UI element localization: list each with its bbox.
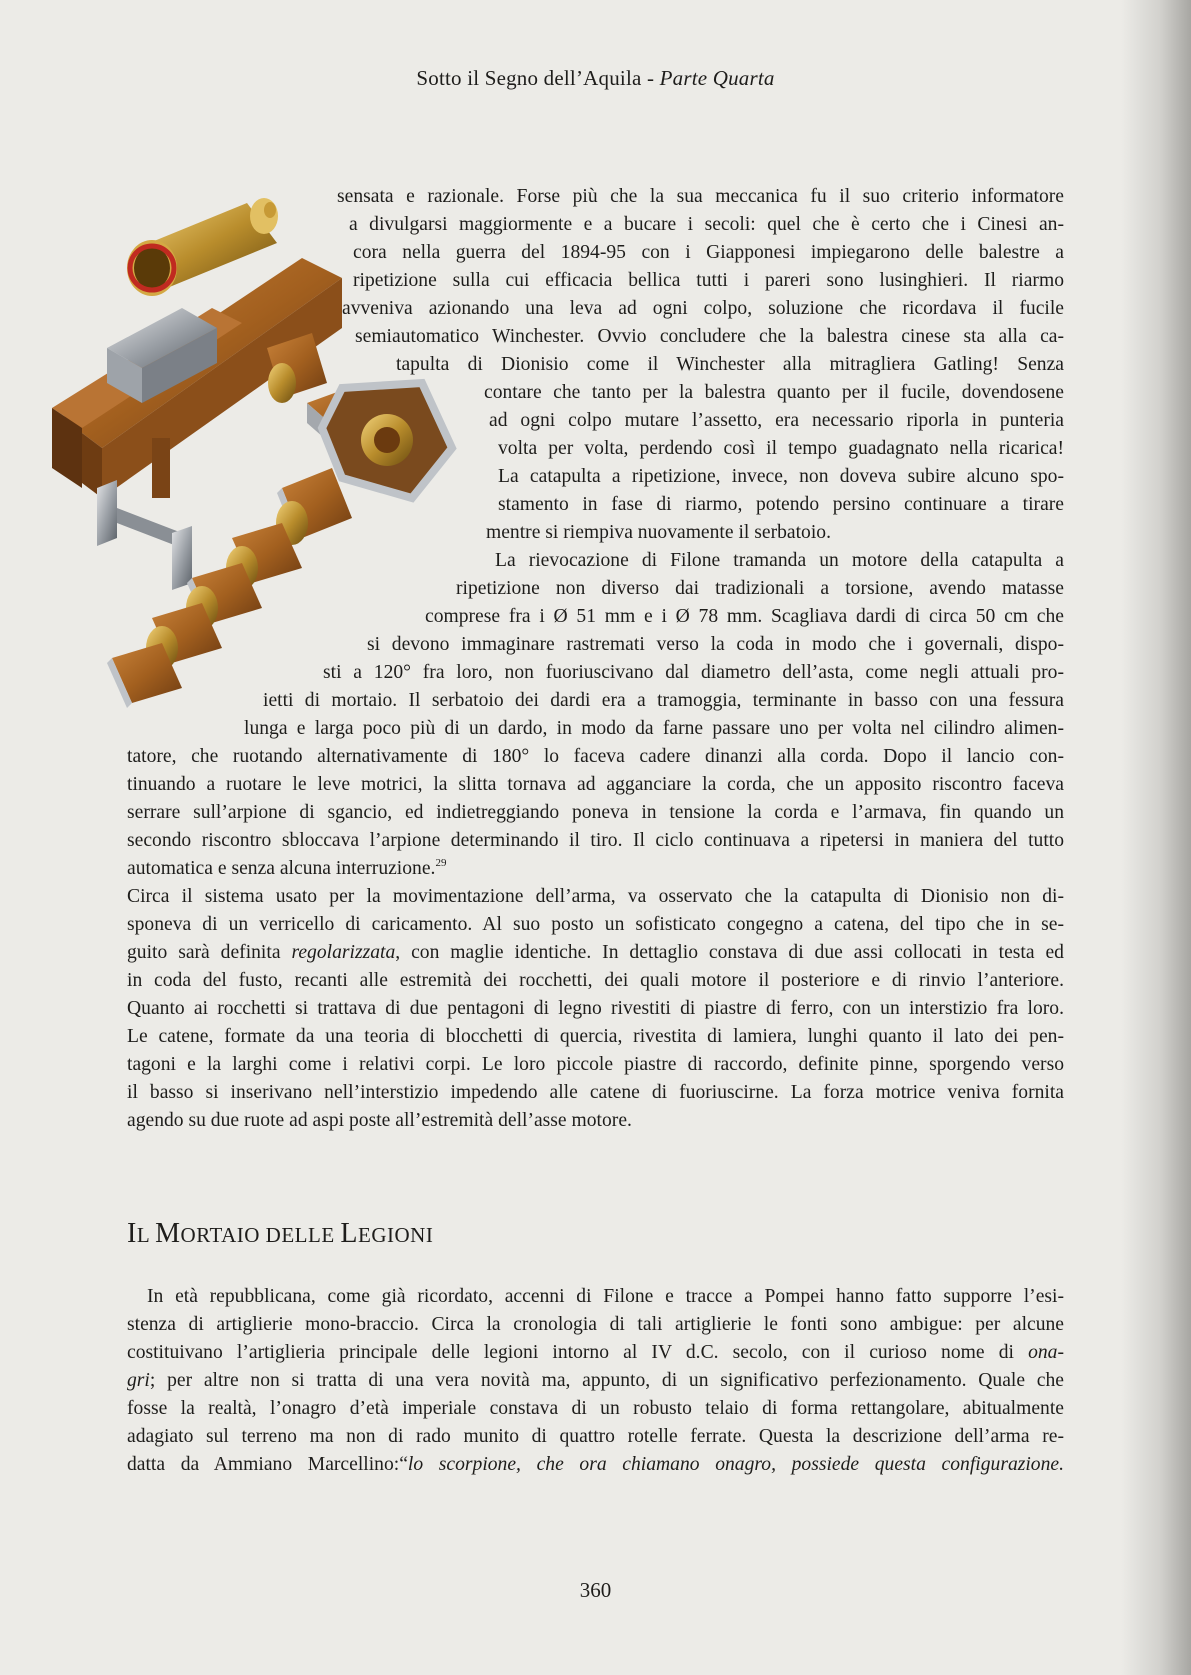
title-initial: I: [127, 1218, 137, 1249]
text-line: fosse la realtà, l’onagro d’età imperiale constava di un robusto telaio di forma rettangolare, abitualmente: [127, 1398, 1064, 1419]
text-line: ietti di mortaio. Il serbatoio dei dardi era a tramoggia, terminante in basso con una fessura: [263, 690, 1064, 711]
text-line: lunga e larga poco più di un dardo, in modo da farne passare uno per volta nel cilindro alimen-: [244, 718, 1064, 739]
text-line: stenza di artiglierie mono-braccio. Circa la cronologia di tali artiglierie le fonti sono ambigue: per alcune: [127, 1314, 1064, 1335]
text-line: volta per volta, perdendo così il tempo guadagnato nella ricarica!: [498, 438, 1064, 459]
text-line: sponeva di un verricello di caricamento. Al suo posto un sofisticato congegno a catena, del tipo che in se-: [127, 914, 1064, 935]
section-title: [127, 1218, 433, 1250]
italic-term: ona-: [1028, 1342, 1064, 1363]
text-line: in coda del fusto, recanti alle estremità dei rocchetti, dei quali motore il posteriore e di rinvio l’anteriore.: [127, 970, 1064, 991]
header-separator: -: [646, 66, 655, 90]
text-line: contare che tanto per la balestra quanto per il fucile, dovendosene: [484, 382, 1064, 403]
text-span: datta da Ammiano Marcellino:“: [127, 1454, 408, 1475]
text-line: [127, 1451, 1064, 1479]
italic-term: gri: [127, 1370, 150, 1391]
text-line: Quanto ai rocchetti si trattava di due pentagoni di legno rivestiti di piastre di ferro, con un interstizio fra loro.: [127, 998, 1064, 1019]
text-line: comprese fra i Ø 51 mm e i Ø 78 mm. Scagliava dardi di circa 50 cm che: [425, 606, 1064, 627]
text-line: tagoni e la larghi come i relativi corpi. Le loro piccole piastre di raccordo, definite pinne, sporgendo verso: [127, 1054, 1064, 1075]
text-span: guito sarà definita: [127, 942, 292, 963]
text-line: ripetizione sulla cui efficacia bellica tutti i pareri sono lusinghieri. Il riarmo: [353, 270, 1064, 291]
title-initial: M: [155, 1218, 181, 1249]
text-span: automatica e senza alcuna interruzione.: [127, 858, 436, 879]
text-line: In età repubblicana, come già ricordato, accenni di Filone e tracce a Pompei hanno fatto supporre l’esi-: [147, 1286, 1064, 1307]
text-line: tapulta di Dionisio come il Winchester alla mitragliera Gatling! Senza: [396, 354, 1064, 375]
quote-italic: lo scorpione, che ora chiamano onagro, possiede questa configurazione.: [407, 1454, 1064, 1475]
text-line: mentre si riempiva nuovamente il serbatoio.: [486, 522, 831, 543]
text-line: [127, 855, 446, 883]
text-line: tatore, che ruotando alternativamente di 180° lo faceva cadere dinanzi alla corda. Dopo il lancio con-: [127, 746, 1064, 767]
text-line: adagiato sul terreno ma non di rado munito di quattro rotelle ferrate. Questa la descrizione dell’arma re-: [127, 1426, 1064, 1447]
text-line: Le catene, formate da una teoria di blocchetti di quercia, rivestita di lamiera, lunghi quanto il lato dei pen-: [127, 1026, 1064, 1047]
text-line: stamento in fase di riarmo, potendo persino continuare a tirare: [498, 494, 1064, 515]
text-line: [127, 1339, 1064, 1367]
title-smallcaps: EGIONI: [358, 1223, 434, 1247]
text-line: ad ogni colpo mutare l’assetto, era necessario riporla in punteria: [489, 410, 1064, 431]
text-line: [127, 1367, 1064, 1395]
text-line: semiautomatico Winchester. Ovvio concludere che la balestra cinese sta alla ca-: [355, 326, 1064, 347]
title-smallcaps: ORTAIO DELLE: [180, 1223, 341, 1247]
italic-term: regolarizzata: [291, 942, 396, 963]
text-line: sti a 120° fra loro, non fuoriuscivano dal diametro dell’asta, come negli attuali pro-: [323, 662, 1064, 683]
text-line: il basso si inserivano nell’interstizio impedendo alle catene di fuoriuscirne. La forza motrice veniva fornita: [127, 1082, 1064, 1103]
text-span: , con maglie identiche. In dettaglio constava di due assi collocati in testa ed: [395, 942, 1064, 963]
text-line: Circa il sistema usato per la movimentazione dell’arma, va osservato che la catapulta di Dionisio non di-: [127, 886, 1064, 907]
text-line: agendo su due ruote ad aspi poste all’estremità dell’asse motore.: [127, 1110, 632, 1131]
text-line: avveniva azionando una leva ad ogni colpo, soluzione che ricordava il fucile: [342, 298, 1064, 319]
text-line: ripetizione non diverso dai tradizionali a torsione, avendo matasse: [456, 578, 1064, 599]
text-line: tinuando a ruotare le leve motrici, la slitta tornava ad agganciare la corda, che un apposito riscontro faceva: [127, 774, 1064, 795]
book-title: Sotto il Segno dell’Aquila: [416, 66, 642, 90]
text-line: secondo riscontro sbloccava l’arpione determinando il tiro. Il ciclo continuava a ripetersi in maniera del tutto: [127, 830, 1064, 851]
text-line: si devono immaginare rastremati verso la coda in modo che i governali, dispo-: [367, 634, 1064, 655]
text-line: La catapulta a ripetizione, invece, non doveva subire alcuno spo-: [498, 466, 1064, 487]
text-line: [127, 939, 1064, 967]
title-initial: L: [340, 1218, 359, 1249]
text-line: cora nella guerra del 1894-95 con i Giapponesi impiegarono delle balestre a: [353, 242, 1064, 263]
page-number: 360: [579, 1578, 612, 1602]
text-span: ; per altre non si tratta di una vera novità ma, appunto, di un significativo perfezionamento. Quale che: [149, 1370, 1064, 1391]
page-gutter-shadow: [1121, 0, 1191, 1675]
text-line: sensata e razionale. Forse più che la sua meccanica fu il suo criterio informatore: [337, 186, 1064, 207]
title-smallcaps: L: [136, 1223, 156, 1247]
running-header: [0, 66, 1191, 91]
footnote-reference[interactable]: 29: [435, 857, 447, 869]
text-line: serrare sull’arpione di sgancio, ed indietreggiando poneva in tensione la corda e l’armava, fin quando un: [127, 802, 1064, 823]
part-title: Parte Quarta: [659, 66, 775, 90]
text-line: a divulgarsi maggiormente e a bucare i secoli: quel che è certo che i Cinesi an-: [349, 214, 1064, 235]
text-span: costituivano l’artiglieria principale delle legioni intorno al IV d.C. secolo, con il curioso nome di: [127, 1342, 1029, 1363]
text-line: La rievocazione di Filone tramanda un motore della catapulta a: [495, 550, 1064, 571]
